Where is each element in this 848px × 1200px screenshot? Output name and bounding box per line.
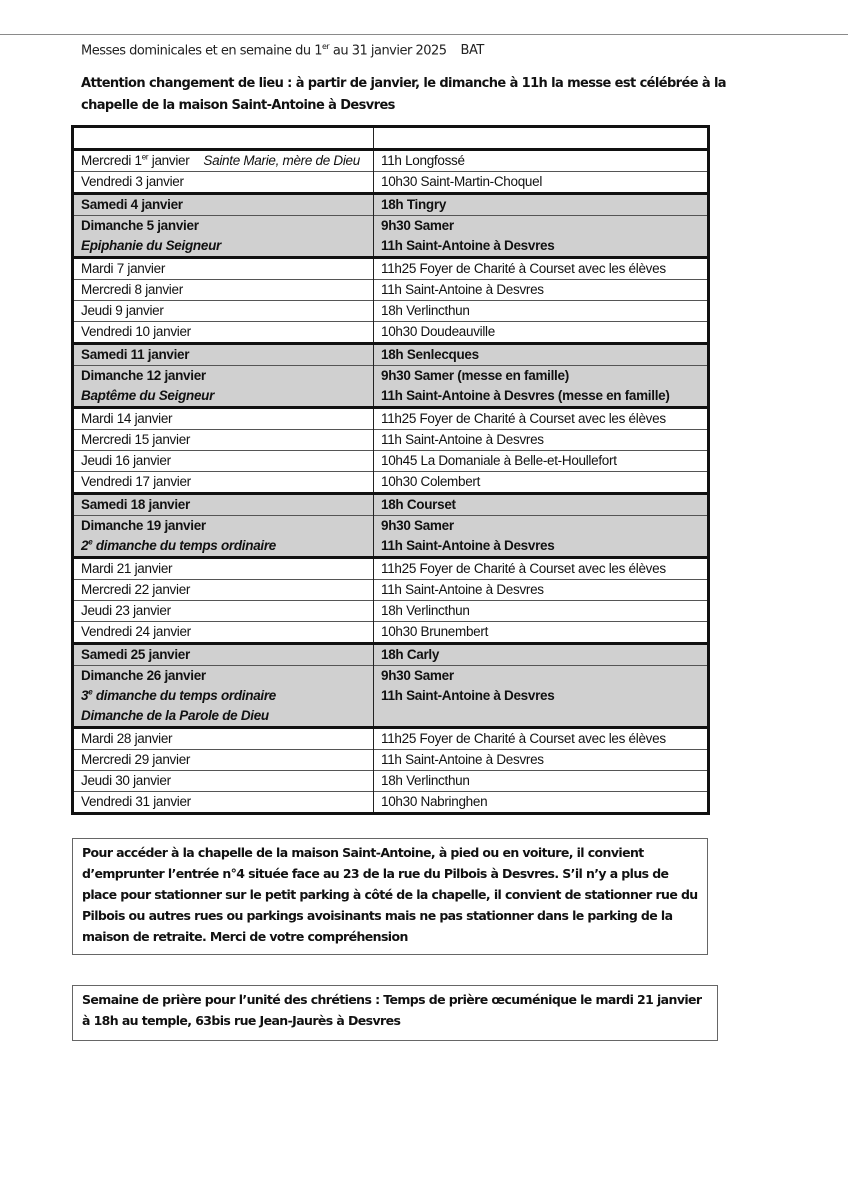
- note-ordinal: 3: [81, 688, 89, 703]
- day-label: Mercredi 1: [81, 153, 142, 168]
- day-cell: [73, 430, 374, 451]
- day-cell: [73, 601, 374, 622]
- header-cell-mass: [374, 127, 709, 150]
- mass-cell: [374, 516, 709, 558]
- mass-time-location: 10h30 Brunembert: [381, 624, 489, 639]
- mass-cell: [374, 771, 709, 792]
- day-label: Mardi 21 janvier: [81, 561, 173, 576]
- table-row: [73, 322, 709, 344]
- day-label: Dimanche 26 janvier: [81, 668, 206, 683]
- mass-time-location: 11h25 Foyer de Charité à Courset avec les élèves: [381, 261, 666, 276]
- table-row: [73, 516, 709, 558]
- table-row: [73, 216, 709, 258]
- day-label: Mercredi 15 janvier: [81, 432, 191, 447]
- schedule-group-weekday: [73, 408, 709, 494]
- day-label: Mardi 14 janvier: [81, 411, 173, 426]
- liturgical-note: [81, 536, 373, 556]
- day-cell: [73, 451, 374, 472]
- day-cell: [73, 216, 374, 258]
- title-tag: BAT: [460, 43, 484, 59]
- day-cell: [73, 558, 374, 580]
- mass-time-location: 9h30 Samer: [381, 518, 454, 533]
- table-row: [73, 558, 709, 580]
- day-cell: [73, 344, 374, 366]
- mass-cell: [374, 601, 709, 622]
- table-row: [73, 366, 709, 408]
- title-date-range: au 31 janvier 2025: [329, 43, 447, 59]
- mass-cell: [374, 408, 709, 430]
- table-row: [73, 728, 709, 750]
- schedule-group-weekend: [73, 494, 709, 558]
- attention-notice: Attention changement de lieu : à partir de janvier, le dimanche à 11h la messe est célébrée à la chapelle de la maison Saint-Antoine à Desvres: [81, 76, 726, 113]
- day-cell: [73, 622, 374, 644]
- schedule-group-weekday: [73, 728, 709, 814]
- day-label: Mercredi 29 janvier: [81, 752, 191, 767]
- mass-time-location: 10h30 Doudeauville: [381, 324, 495, 339]
- note-text: dimanche du temps ordinaire: [92, 538, 277, 553]
- mass-time-location: 10h30 Saint-Martin-Choquel: [381, 174, 543, 189]
- mass-cell: [374, 580, 709, 601]
- schedule-group-weekend: [73, 194, 709, 258]
- mass-cell: [374, 301, 709, 322]
- mass-time-location: 18h Tingry: [381, 197, 447, 212]
- day-cell: [73, 494, 374, 516]
- mass-cell: [374, 280, 709, 301]
- table-header-row: [73, 127, 709, 150]
- day-label: Samedi 25 janvier: [81, 647, 190, 662]
- mass-time-location: 11h Saint-Antoine à Desvres: [381, 752, 544, 767]
- day-label: Dimanche 12 janvier: [81, 368, 206, 383]
- mass-time-location: 18h Carly: [381, 647, 440, 662]
- day-superscript: er: [141, 152, 149, 162]
- day-label: Dimanche 19 janvier: [81, 518, 206, 533]
- table-row: [73, 771, 709, 792]
- day-cell: [73, 366, 374, 408]
- schedule-group-weekend: [73, 344, 709, 408]
- day-label: Mardi 28 janvier: [81, 731, 173, 746]
- table-row: [73, 301, 709, 322]
- table-row: [73, 644, 709, 666]
- day-cell: [73, 301, 374, 322]
- mass-cell: [374, 622, 709, 644]
- day-label: Vendredi 24 janvier: [81, 624, 191, 639]
- day-cell: [73, 792, 374, 814]
- day-cell: [73, 750, 374, 771]
- day-cell: [73, 644, 374, 666]
- mass-time-location: 11h25 Foyer de Charité à Courset avec les élèves: [381, 561, 666, 576]
- note-ordinal: 2: [81, 538, 89, 553]
- table-row: [73, 580, 709, 601]
- mass-time-location: 11h Saint-Antoine à Desvres (messe en famille): [381, 388, 670, 403]
- day-cell: [73, 580, 374, 601]
- note-superscript: e: [88, 537, 93, 547]
- day-label-suffix: janvier: [148, 153, 190, 168]
- title-superscript: er: [322, 42, 330, 51]
- feast-label: Sainte Marie, mère de Dieu: [203, 153, 360, 168]
- mass-cell: [374, 494, 709, 516]
- table-row: [73, 472, 709, 494]
- mass-time-location: 11h Saint-Antoine à Desvres: [381, 538, 555, 553]
- table-row: [73, 430, 709, 451]
- table-row: [73, 258, 709, 280]
- day-cell: [73, 666, 374, 728]
- mass-cell: [374, 451, 709, 472]
- day-label: Dimanche 5 janvier: [81, 218, 199, 233]
- day-cell: [73, 516, 374, 558]
- day-label: Vendredi 10 janvier: [81, 324, 191, 339]
- day-label: Samedi 18 janvier: [81, 497, 190, 512]
- mass-time-location: 11h Saint-Antoine à Desvres: [381, 282, 544, 297]
- day-label: Vendredi 31 janvier: [81, 794, 191, 809]
- note-superscript: e: [88, 687, 93, 697]
- day-cell: [73, 771, 374, 792]
- day-cell: [73, 194, 374, 216]
- table-row: [73, 750, 709, 771]
- mass-time-location: 9h30 Samer (messe en famille): [381, 368, 569, 383]
- table-row: [73, 494, 709, 516]
- mass-time-location: 10h30 Nabringhen: [381, 794, 488, 809]
- table-row: [73, 601, 709, 622]
- table-row: [73, 622, 709, 644]
- mass-cell: [374, 172, 709, 194]
- mass-time-location: 11h Saint-Antoine à Desvres: [381, 432, 544, 447]
- table-row: [73, 194, 709, 216]
- table-row: [73, 451, 709, 472]
- day-cell: [73, 150, 374, 172]
- mass-time-location: 18h Verlincthun: [381, 303, 470, 318]
- mass-cell: [374, 216, 709, 258]
- table-row: [73, 172, 709, 194]
- mass-cell: [374, 194, 709, 216]
- header-cell-day: [73, 127, 374, 150]
- table-row: [73, 666, 709, 728]
- page-title: [81, 42, 484, 58]
- mass-time-location: 10h30 Colembert: [381, 474, 481, 489]
- day-label: Jeudi 23 janvier: [81, 603, 171, 618]
- mass-time-location: 9h30 Samer: [381, 668, 454, 683]
- day-label: Vendredi 3 janvier: [81, 174, 184, 189]
- table-row: [73, 792, 709, 814]
- mass-cell: [374, 366, 709, 408]
- day-cell: [73, 408, 374, 430]
- schedule-group-weekday: [73, 150, 709, 194]
- mass-cell: [374, 792, 709, 814]
- schedule-group-weekend: [73, 644, 709, 728]
- mass-cell: [374, 666, 709, 728]
- day-label: Samedi 11 janvier: [81, 347, 190, 362]
- mass-schedule-table: [71, 125, 710, 815]
- day-cell: [73, 258, 374, 280]
- table-row: [73, 408, 709, 430]
- header-rule: [0, 34, 848, 35]
- mass-time-location: 11h Saint-Antoine à Desvres: [381, 238, 555, 253]
- mass-cell: [374, 728, 709, 750]
- mass-cell: [374, 430, 709, 451]
- mass-time-location: 18h Verlincthun: [381, 603, 470, 618]
- mass-time-location: 18h Verlincthun: [381, 773, 470, 788]
- access-notice-box: Pour accéder à la chapelle de la maison Saint-Antoine, à pied ou en voiture, il convient d’emprunter l’entrée n°4 située face au 23 de la rue du Pilbois à Desvres. S’il n’y a plus de place pour stationner sur le petit parking à côté de la chapelle, il convient de stationner rue du Pilbois ou autres rues ou parkings avoisinants mais ne pas stationner dans le parking de la maison de retraite. Merci de votre compréhension: [72, 838, 708, 955]
- mass-time-location: 11h Saint-Antoine à Desvres: [381, 688, 555, 703]
- mass-time-location: 18h Senlecques: [381, 347, 479, 362]
- liturgical-note: Baptême du Seigneur: [81, 388, 215, 403]
- schedule-group-weekday: [73, 258, 709, 344]
- title-text: Messes dominicales et en semaine du 1: [81, 43, 322, 59]
- liturgical-note: [81, 686, 373, 706]
- mass-time-location: 11h25 Foyer de Charité à Courset avec les élèves: [381, 411, 666, 426]
- mass-time-location: 11h Saint-Antoine à Desvres: [381, 582, 544, 597]
- mass-time-location: 18h Courset: [381, 497, 456, 512]
- table-row: [73, 344, 709, 366]
- prayer-week-notice-box: Semaine de prière pour l’unité des chrétiens : Temps de prière œcuménique le mardi 21 janvier à 18h au temple, 63bis rue Jean-Jaurès à Desvres: [72, 985, 718, 1041]
- table-header-group: [73, 127, 709, 150]
- day-label: Jeudi 9 janvier: [81, 303, 164, 318]
- mass-cell: [374, 258, 709, 280]
- day-label: Mercredi 8 janvier: [81, 282, 183, 297]
- mass-cell: [374, 750, 709, 771]
- day-label: Jeudi 16 janvier: [81, 453, 171, 468]
- day-label: Vendredi 17 janvier: [81, 474, 191, 489]
- mass-time-location: 9h30 Samer: [381, 218, 454, 233]
- note-text: dimanche du temps ordinaire: [92, 688, 277, 703]
- mass-time-location: 10h45 La Domaniale à Belle-et-Houllefort: [381, 453, 617, 468]
- liturgical-note: Epiphanie du Seigneur: [81, 238, 221, 253]
- table-row: [73, 150, 709, 172]
- liturgical-note: Dimanche de la Parole de Dieu: [81, 708, 269, 723]
- day-cell: [73, 280, 374, 301]
- day-label: Jeudi 30 janvier: [81, 773, 171, 788]
- mass-time-location: 11h Longfossé: [381, 153, 465, 168]
- mass-cell: [374, 558, 709, 580]
- day-label: Mardi 7 janvier: [81, 261, 166, 276]
- day-cell: [73, 322, 374, 344]
- day-cell: [73, 172, 374, 194]
- day-label: Samedi 4 janvier: [81, 197, 183, 212]
- mass-cell: [374, 150, 709, 172]
- mass-time-location: 11h25 Foyer de Charité à Courset avec les élèves: [381, 731, 666, 746]
- mass-cell: [374, 344, 709, 366]
- table-row: [73, 280, 709, 301]
- mass-cell: [374, 472, 709, 494]
- mass-cell: [374, 322, 709, 344]
- day-cell: [73, 472, 374, 494]
- mass-cell: [374, 644, 709, 666]
- day-label: Mercredi 22 janvier: [81, 582, 191, 597]
- schedule-group-weekday: [73, 558, 709, 644]
- day-cell: [73, 728, 374, 750]
